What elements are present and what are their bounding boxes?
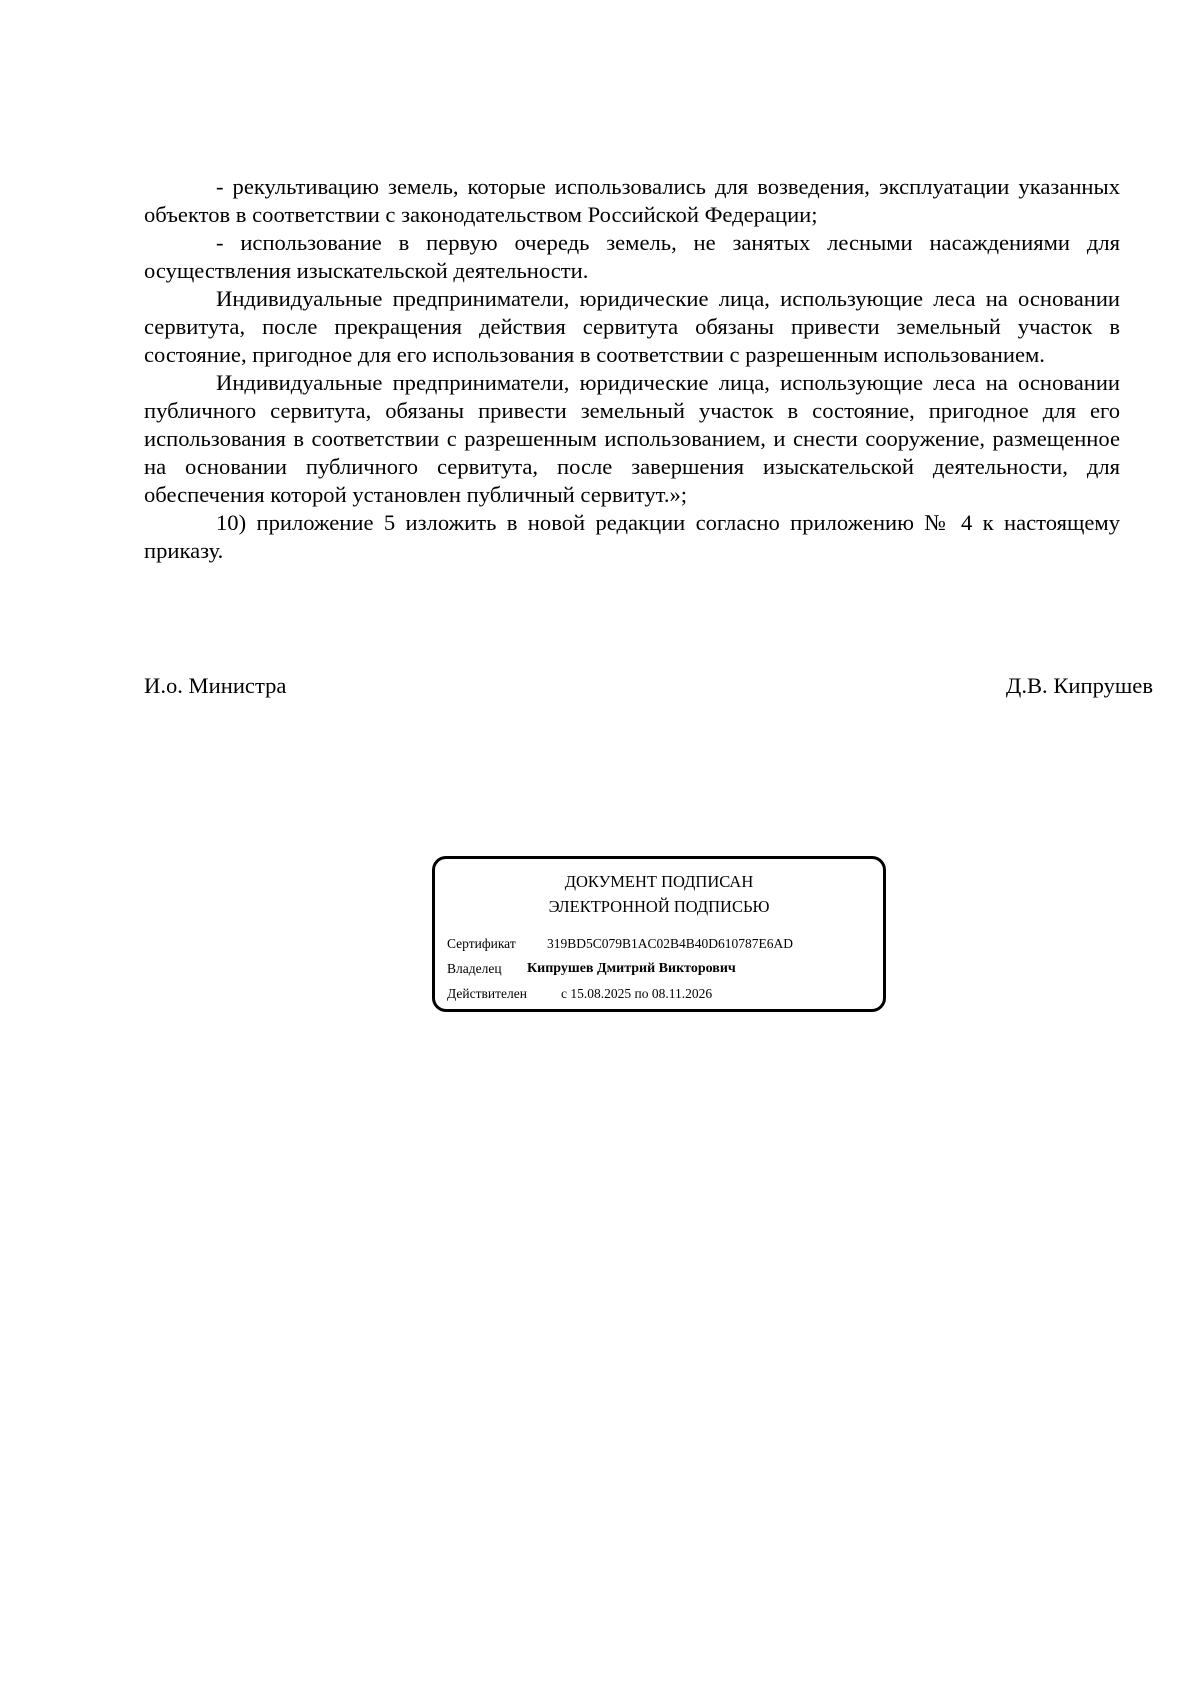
paragraph: - рекультивацию земель, которые использовались для возведения, эксплуатации указанных объектов в соответствии с законодательством Российской Федерации; [144, 174, 1120, 227]
stamp-owner-value: Кипрушев Дмитрий Викторович [527, 961, 736, 976]
stamp-title-line: ЭЛЕКТРОННОЙ ПОДПИСЬЮ [548, 897, 770, 916]
stamp-owner-row [447, 960, 736, 978]
document-body [144, 173, 1120, 565]
stamp-title [435, 869, 883, 919]
stamp-owner-label: Владелец [447, 961, 502, 976]
stamp-validity-row [447, 985, 713, 1003]
paragraph: - использование в первую очередь земель, не занятых лесными насаждениями для осуществления изыскательской деятельности. [144, 230, 1120, 283]
paragraph: Индивидуальные предприниматели, юридические лица, использующие леса на основании публичного сервитута, обязаны привести земельный участок в состояние, пригодное для его использования в соответствии с разрешенным использованием, и снести сооружение, размещенное на основании публичного сервитута, после завершения изыскательской деятельности, для обеспечения которой установлен публичный сервитут.»; [144, 370, 1120, 507]
stamp-validity-value: с 15.08.2025 по 08.11.2026 [561, 986, 713, 1001]
stamp-certificate-value: 319BD5C079B1AC02B4B40D610787E6AD [547, 936, 794, 951]
stamp-certificate-row [447, 935, 794, 953]
stamp-certificate-label: Сертификат [447, 936, 516, 951]
signatory-name: Д.В. Кипрушев [1005, 673, 1153, 698]
electronic-signature-stamp [432, 856, 886, 1012]
signatory-position: И.о. Министра [144, 673, 287, 698]
stamp-validity-label: Действителен [447, 986, 527, 1001]
paragraph: 10) приложение 5 изложить в новой редакции согласно приложению № 4 к настоящему приказу. [144, 510, 1120, 563]
signature-block [144, 672, 1153, 700]
paragraph: Индивидуальные предприниматели, юридические лица, использующие леса на основании сервитута, после прекращения действия сервитута обязаны привести земельный участок в состояние, пригодное для его использования в соответствии с разрешенным использованием. [144, 286, 1120, 367]
stamp-title-line: ДОКУМЕНТ ПОДПИСАН [564, 872, 754, 891]
